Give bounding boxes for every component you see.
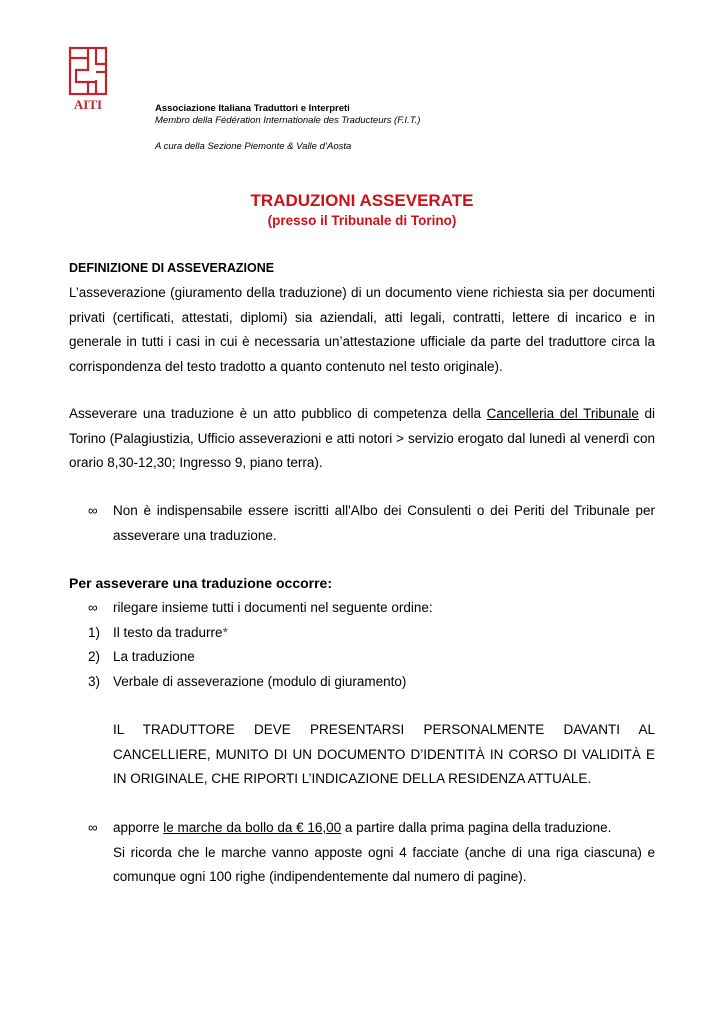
infinity-bullet-icon: ∞ — [88, 820, 98, 835]
list-item — [88, 645, 195, 670]
cancelleria-link[interactable]: Cancelleria del Tribunale — [486, 406, 639, 421]
stamp-bullet-line — [113, 816, 655, 841]
stamp-note: Si ricorda che le marche vanno apposte ogni 4 facciate (anche di una riga ciascuna) e comunque ogni 100 righe (indipendentemente dal numero di pagine). — [113, 844, 655, 884]
list-item-text: La traduzione — [113, 649, 195, 664]
stamp-text-after: a partire dalla prima pagina della traduzione. — [341, 820, 612, 835]
list-item — [88, 670, 406, 695]
note-bullet-text: Non è indispensabile essere iscritti all'Albo dei Consulenti o dei Periti del Tribunale per asseverare una traduzione. — [113, 503, 655, 543]
header-block — [155, 103, 555, 153]
footnote-asterisk: * — [222, 625, 228, 640]
definition-heading: DEFINIZIONE DI ASSEVERAZIONE — [69, 261, 275, 275]
list-item-text: Verbale di asseverazione (modulo di giuramento) — [113, 674, 407, 689]
stamp-text-before: apporre — [113, 820, 164, 835]
aiti-logo — [62, 46, 114, 112]
bind-documents-bullet — [88, 596, 655, 621]
infinity-bullet-icon: ∞ — [88, 503, 98, 518]
infinity-bullet-icon: ∞ — [88, 600, 98, 615]
list-item-number: 2) — [88, 649, 101, 664]
translator-notice: IL TRADUTTORE DEVE PRESENTARSI PERSONALMENTE DAVANTI AL CANCELLIERE, MUNITO DI UN DOCUMENTO D’IDENTITÀ IN CORSO DI VALIDITÀ E IN ORIGINALE, CHE RIPORTI L’INDICAZIONE DELLA RESIDENZA ATTUALE. — [113, 722, 655, 786]
list-item-text: Il testo da tradurre — [113, 625, 223, 640]
revenue-stamp-link[interactable]: le marche da bollo da € 16,00 — [163, 820, 342, 835]
competence-paragraph — [69, 402, 655, 476]
list-item-number: 1) — [88, 625, 101, 640]
definition-paragraph: L’asseverazione (giuramento della traduzione) di un documento viene richiesta sia per documenti privati (certificati, attestati, diplomi) sia aziendali, atti legali, contratti, lettere di incarico e in generale in tutti i casi in cui è necessaria un’attestazione ufficiale da parte del traduttore circa la corrispondenza del testo tradotto a quanto contenuto nel testo originale). — [69, 285, 655, 374]
aiti-logo-text: AITI — [73, 97, 103, 112]
page-title: TRADUZIONI ASSEVERATE — [250, 191, 474, 210]
list-item-number: 3) — [88, 674, 101, 689]
org-name: Associazione Italiana Traduttori e Interpreti — [155, 103, 350, 114]
list-item — [88, 621, 228, 646]
note-bullet — [88, 499, 655, 548]
competence-text-before: Asseverare una traduzione è un atto pubblico di competenza della — [69, 406, 487, 421]
requirements-heading: Per asseverare una traduzione occorre: — [69, 575, 333, 591]
bind-documents-text: rilegare insieme tutti i documenti nel seguente ordine: — [113, 600, 433, 615]
page-subtitle: (presso il Tribunale di Torino) — [267, 213, 457, 228]
competence-text-after: di Torino (Palagiustizia, Ufficio asseverazioni e atti notori > servizio erogato dal lunedì al venerdì con orario 8,30-12,30; Ingresso 9, piano terra). — [69, 406, 655, 470]
org-section: A cura della Sezione Piemonte & Valle d’Aosta — [155, 141, 352, 152]
aiti-logo-mark — [62, 46, 114, 112]
stamp-bullet — [88, 816, 655, 890]
org-membership: Membro della Fédération Internationale des Traducteurs (F.I.T.) — [155, 115, 421, 126]
